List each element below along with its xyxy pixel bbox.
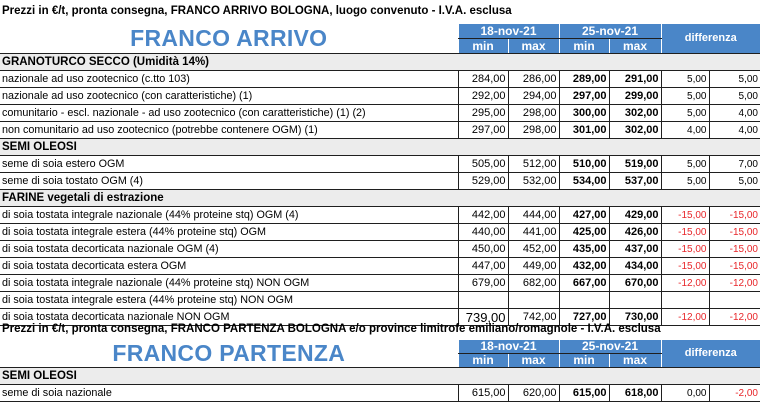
group-title: FARINE vegetali di estrazione <box>0 190 458 207</box>
section1-date1: 18-nov-21 <box>458 24 559 39</box>
product-label: di soia tostata decorticata nazionale OGM (4) <box>0 241 458 258</box>
section-header-row <box>0 139 760 156</box>
group-title-fill <box>609 368 661 385</box>
section2-min-1: min <box>458 354 508 368</box>
curr-max-cell: 291,00 <box>609 71 661 88</box>
product-label: di soia tostata integrale estera (44% proteine stq) NON OGM <box>0 292 458 309</box>
product-label: seme di soia tostato OGM (4) <box>0 173 458 190</box>
prev-min-cell: 450,00 <box>458 241 508 258</box>
group-title-fill <box>661 190 709 207</box>
section-header-row <box>0 368 760 385</box>
table-row <box>0 207 760 224</box>
product-label: di soia tostata decorticata estera OGM <box>0 258 458 275</box>
curr-min-cell: 510,00 <box>559 156 609 173</box>
prev-max-cell: 452,00 <box>508 241 559 258</box>
group-title-fill <box>661 139 709 156</box>
diff-min-cell: -15,00 <box>661 207 709 224</box>
prev-min-cell: 739,00 <box>458 309 508 326</box>
curr-min-cell: 534,00 <box>559 173 609 190</box>
curr-min-cell: 427,00 <box>559 207 609 224</box>
curr-min-cell: 727,00 <box>559 309 609 326</box>
diff-min-cell: -15,00 <box>661 258 709 275</box>
section2-max-2: max <box>609 354 661 368</box>
group-title-fill <box>508 190 559 207</box>
group-title-fill <box>559 368 609 385</box>
diff-min-cell: 4,00 <box>661 122 709 139</box>
group-title: SEMI OLEOSI <box>0 368 458 385</box>
table-row <box>0 88 760 105</box>
prev-min-cell: 284,00 <box>458 71 508 88</box>
curr-max-cell: 434,00 <box>609 258 661 275</box>
curr-max-cell: 437,00 <box>609 241 661 258</box>
prev-min-cell: 295,00 <box>458 105 508 122</box>
diff-min-cell <box>661 292 709 309</box>
prev-min-cell <box>458 292 508 309</box>
product-label: di soia tostata integrale estera (44% proteine stq) OGM <box>0 224 458 241</box>
section1-min-2: min <box>559 39 609 54</box>
curr-min-cell: 297,00 <box>559 88 609 105</box>
diff-max-cell <box>709 292 760 309</box>
section1-max-2: max <box>609 39 661 54</box>
diff-max-cell: 4,00 <box>709 122 760 139</box>
product-label: comunitario - escl. nazionale - ad uso zootecnico (con caratteristiche) (1) (2) <box>0 105 458 122</box>
group-title-fill <box>709 54 760 71</box>
prev-max-cell: 444,00 <box>508 207 559 224</box>
table-row <box>0 385 760 402</box>
diff-max-cell: 5,00 <box>709 88 760 105</box>
group-title-fill <box>559 54 609 71</box>
prev-max-cell: 449,00 <box>508 258 559 275</box>
section1-diff-header: differenza <box>661 24 760 54</box>
group-title-fill <box>661 368 709 385</box>
table-row <box>0 71 760 88</box>
prev-max-cell: 512,00 <box>508 156 559 173</box>
group-title-fill <box>508 368 559 385</box>
section2-banner: FRANCO PARTENZA <box>0 340 458 368</box>
product-label: nazionale ad uso zootecnico (c.tto 103) <box>0 71 458 88</box>
table-row <box>0 105 760 122</box>
section2-date1: 18-nov-21 <box>458 340 559 354</box>
section2-diff-header: differenza <box>661 340 760 368</box>
curr-min-cell: 300,00 <box>559 105 609 122</box>
group-title-fill <box>559 139 609 156</box>
section-header-row <box>0 190 760 207</box>
product-label: non comunitario ad uso zootecnico (potrebbe contenere OGM) (1) <box>0 122 458 139</box>
product-label: di soia tostata integrale nazionale (44% proteine stq) OGM (4) <box>0 207 458 224</box>
table-row <box>0 258 760 275</box>
diff-min-cell: -12,00 <box>661 275 709 292</box>
prev-min-cell: 679,00 <box>458 275 508 292</box>
group-title-fill <box>458 54 508 71</box>
curr-max-cell <box>609 292 661 309</box>
section2-note: Prezzi in €/t, pronta consegna, FRANCO PARTENZA BOLOGNA e/o province limitrofe emiliano/romagnole - I.V.A. esclusa <box>2 323 661 335</box>
section1-note: Prezzi in €/t, pronta consegna, FRANCO ARRIVO BOLOGNA, luogo convenuto - I.V.A. esclusa <box>2 5 512 17</box>
section1-date2: 25-nov-21 <box>559 24 661 39</box>
prev-max-cell: 294,00 <box>508 88 559 105</box>
curr-min-cell: 432,00 <box>559 258 609 275</box>
curr-min-cell: 615,00 <box>559 385 609 402</box>
diff-max-cell: -15,00 <box>709 207 760 224</box>
curr-min-cell <box>559 292 609 309</box>
prev-min-cell: 447,00 <box>458 258 508 275</box>
group-title-fill <box>559 190 609 207</box>
prev-max-cell: 682,00 <box>508 275 559 292</box>
table-row <box>0 156 760 173</box>
curr-max-cell: 670,00 <box>609 275 661 292</box>
curr-max-cell: 302,00 <box>609 122 661 139</box>
section1-max-1: max <box>508 39 559 54</box>
group-title-fill <box>661 54 709 71</box>
prev-max-cell: 298,00 <box>508 122 559 139</box>
product-label: seme di soia nazionale <box>0 385 458 402</box>
section1-table <box>0 24 760 326</box>
section2-table <box>0 340 760 402</box>
curr-max-cell: 302,00 <box>609 105 661 122</box>
diff-min-cell: 5,00 <box>661 173 709 190</box>
curr-max-cell: 429,00 <box>609 207 661 224</box>
group-title-fill <box>609 139 661 156</box>
section1-banner: FRANCO ARRIVO <box>0 24 458 54</box>
group-title-fill <box>458 190 508 207</box>
table-row <box>0 275 760 292</box>
table-row <box>0 241 760 258</box>
curr-max-cell: 618,00 <box>609 385 661 402</box>
diff-max-cell: -15,00 <box>709 241 760 258</box>
table-row <box>0 122 760 139</box>
diff-max-cell: 5,00 <box>709 173 760 190</box>
curr-min-cell: 667,00 <box>559 275 609 292</box>
prev-max-cell: 742,00 <box>508 309 559 326</box>
section-header-row <box>0 54 760 71</box>
diff-min-cell: 5,00 <box>661 156 709 173</box>
prev-min-cell: 529,00 <box>458 173 508 190</box>
group-title: SEMI OLEOSI <box>0 139 458 156</box>
diff-min-cell: -12,00 <box>661 309 709 326</box>
section2-date2: 25-nov-21 <box>559 340 661 354</box>
group-title: GRANOTURCO SECCO (Umidità 14%) <box>0 54 458 71</box>
prev-max-cell: 532,00 <box>508 173 559 190</box>
curr-min-cell: 435,00 <box>559 241 609 258</box>
prev-min-cell: 440,00 <box>458 224 508 241</box>
diff-min-cell: -15,00 <box>661 224 709 241</box>
diff-max-cell: -12,00 <box>709 309 760 326</box>
diff-max-cell: -12,00 <box>709 275 760 292</box>
diff-min-cell: -15,00 <box>661 241 709 258</box>
diff-max-cell: -2,00 <box>709 385 760 402</box>
prev-min-cell: 442,00 <box>458 207 508 224</box>
diff-max-cell: 5,00 <box>709 71 760 88</box>
curr-max-cell: 730,00 <box>609 309 661 326</box>
group-title-fill <box>709 368 760 385</box>
prev-max-cell: 298,00 <box>508 105 559 122</box>
diff-min-cell: 5,00 <box>661 71 709 88</box>
diff-min-cell: 5,00 <box>661 105 709 122</box>
prev-max-cell: 620,00 <box>508 385 559 402</box>
curr-max-cell: 426,00 <box>609 224 661 241</box>
table-row <box>0 292 760 309</box>
prev-min-cell: 292,00 <box>458 88 508 105</box>
curr-min-cell: 425,00 <box>559 224 609 241</box>
prev-max-cell <box>508 292 559 309</box>
prev-min-cell: 615,00 <box>458 385 508 402</box>
diff-max-cell: 4,00 <box>709 105 760 122</box>
group-title-fill <box>709 190 760 207</box>
group-title-fill <box>458 368 508 385</box>
curr-min-cell: 301,00 <box>559 122 609 139</box>
group-title-fill <box>609 54 661 71</box>
curr-max-cell: 519,00 <box>609 156 661 173</box>
diff-min-cell: 0,00 <box>661 385 709 402</box>
prev-max-cell: 286,00 <box>508 71 559 88</box>
prev-min-cell: 505,00 <box>458 156 508 173</box>
product-label: di soia tostata decorticata nazionale NON OGM <box>0 309 458 326</box>
table-row <box>0 173 760 190</box>
product-label: seme di soia estero OGM <box>0 156 458 173</box>
group-title-fill <box>709 139 760 156</box>
group-title-fill <box>609 190 661 207</box>
section2-min-2: min <box>559 354 609 368</box>
product-label: di soia tostata integrale nazionale (44% proteine stq) NON OGM <box>0 275 458 292</box>
diff-min-cell: 5,00 <box>661 88 709 105</box>
diff-max-cell: -15,00 <box>709 224 760 241</box>
diff-max-cell: 7,00 <box>709 156 760 173</box>
curr-max-cell: 299,00 <box>609 88 661 105</box>
table-row <box>0 224 760 241</box>
group-title-fill <box>458 139 508 156</box>
group-title-fill <box>508 54 559 71</box>
group-title-fill <box>508 139 559 156</box>
section1-min-1: min <box>458 39 508 54</box>
curr-max-cell: 537,00 <box>609 173 661 190</box>
prev-min-cell: 297,00 <box>458 122 508 139</box>
prev-max-cell: 441,00 <box>508 224 559 241</box>
diff-max-cell: -15,00 <box>709 258 760 275</box>
curr-min-cell: 289,00 <box>559 71 609 88</box>
section2-max-1: max <box>508 354 559 368</box>
product-label: nazionale ad uso zootecnico (con caratteristiche) (1) <box>0 88 458 105</box>
